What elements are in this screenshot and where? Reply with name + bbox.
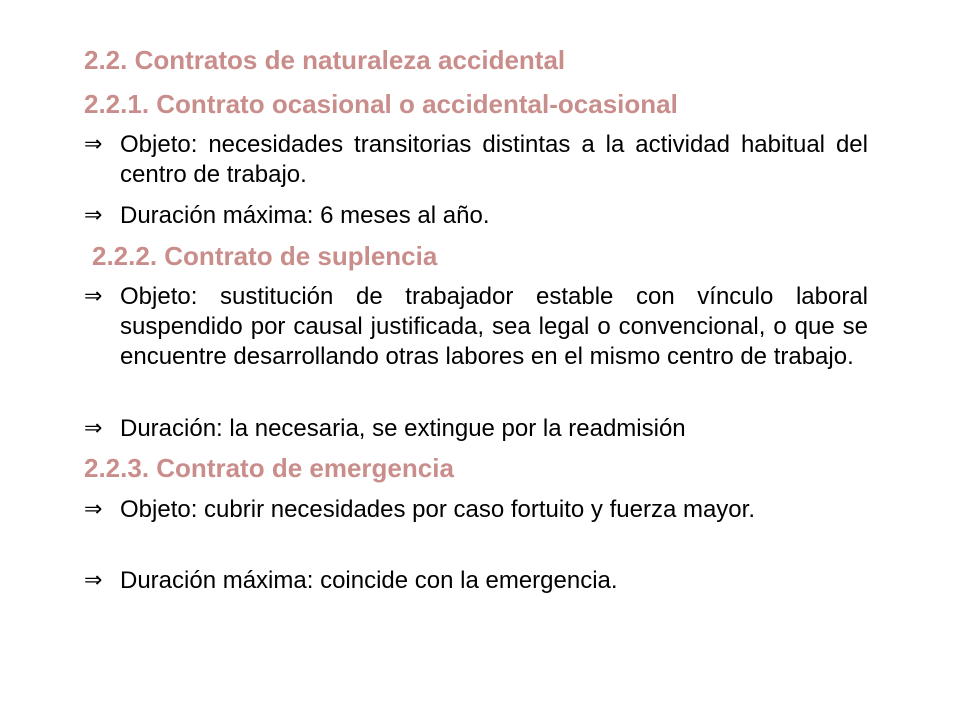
bullet-text: Objeto: cubrir necesidades por caso fortuito y fuerza mayor. <box>120 496 755 523</box>
bullet-suplencia-duracion <box>84 414 868 444</box>
bullet-ocasional-objeto <box>84 130 868 190</box>
implies-arrow-icon: ⇒ <box>84 497 103 522</box>
implies-arrow-icon: ⇒ <box>84 132 103 157</box>
bullet-text: Duración máxima: coincide con la emergencia. <box>120 567 618 594</box>
subsection-heading-suplencia: 2.2.2. Contrato de suplencia <box>92 241 438 271</box>
bullet-suplencia-objeto <box>84 282 868 372</box>
bullet-text: Duración: la necesaria, se extingue por la readmisión <box>120 415 686 442</box>
bullet-emergencia-objeto <box>84 495 868 525</box>
implies-arrow-icon: ⇒ <box>84 416 103 441</box>
implies-arrow-icon: ⇒ <box>84 568 103 593</box>
bullet-text: Duración máxima: 6 meses al año. <box>120 202 490 229</box>
bullet-text: Objeto: sustitución de trabajador estable con vínculo laboral suspendido por causal justificada, sea legal o convencional, o que se encuentre desarrollando otras labores en el mismo centro de trabajo. <box>120 283 868 370</box>
implies-arrow-icon: ⇒ <box>84 203 103 228</box>
subsection-heading-emergencia: 2.2.3. Contrato de emergencia <box>84 453 454 483</box>
bullet-text: Objeto: necesidades transitorias distintas a la actividad habitual del centro de trabajo. <box>120 131 868 188</box>
section-title: 2.2. Contratos de naturaleza accidental <box>84 45 566 75</box>
bullet-ocasional-duracion <box>84 201 868 231</box>
implies-arrow-icon: ⇒ <box>84 284 103 309</box>
bullet-emergencia-duracion <box>84 566 868 596</box>
subsection-heading-ocasional: 2.2.1. Contrato ocasional o accidental-ocasional <box>84 89 678 119</box>
